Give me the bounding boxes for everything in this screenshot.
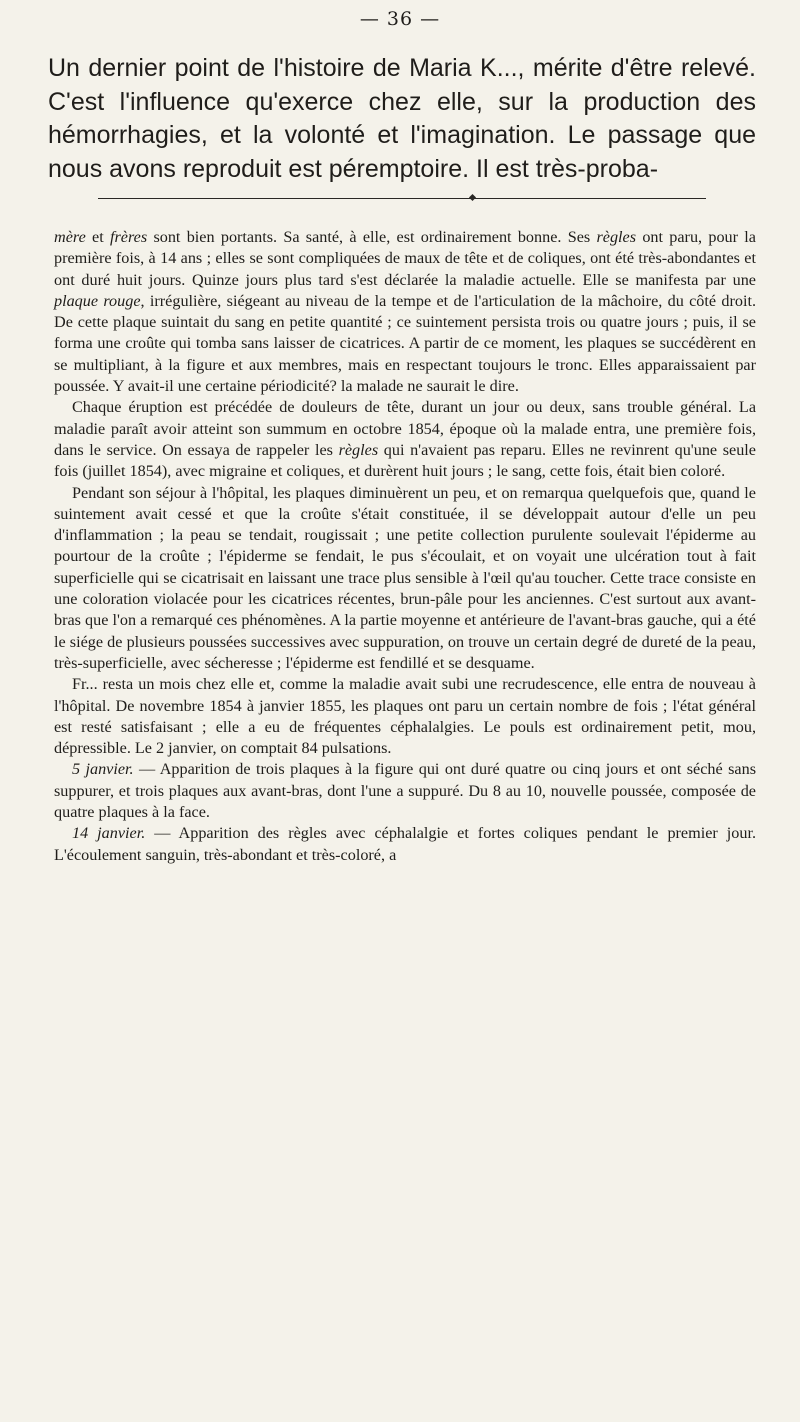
footnote-italic-regles: règles <box>338 440 379 459</box>
footnote-text: sont bien portants. Sa santé, à elle, est ordinairement bonne. Ses <box>147 228 597 246</box>
footnote-date: 5 janvier. <box>72 760 134 779</box>
footnote-italic-freres: frères <box>110 228 148 246</box>
footnote <box>54 227 756 866</box>
footnote-italic-mere: mère <box>54 228 86 246</box>
footnote-text: — Apparition des règles avec céphalalgie et fortes coliques pendant le premier jour. L'écoulement sanguin, très-abondant et très-coloré, a <box>54 824 756 864</box>
footnote-paragraph-4: Fr... resta un mois chez elle et, comme la maladie avait subi une recrudescence, elle entra de nouveau à l'hôpital. De novembre 1854 à janvier 1855, les plaques ont paru un certain nombre de fois ; l'état général est resté satisfaisant ; elle a eu de fréquentes céphalalgies. Le pouls est ordinairement petit, mou, dépressible. Le 2 janvier, on comptait 84 pulsations. <box>54 675 756 758</box>
footnote-text: Chaque éruption est précédée de douleurs de tête, durant un jour ou deux, sans trouble général. La maladie paraît avoir atteint son summum en octobre 1854, époque où la malade entra, une première fois, dans le service. On essaya de rappeler les <box>54 398 756 459</box>
footnote-text: et <box>85 228 110 246</box>
footnote-paragraph-2 <box>54 397 756 482</box>
main-paragraph: Un dernier point de l'histoire de Maria K..., mérite d'être relevé. C'est l'influence qu'exerce chez elle, sur la production des hémorrhagies, et la volonté et l'imagination. Le passage que nous avons reproduit est péremptoire. Il est très-proba- <box>48 54 756 183</box>
footnote-divider <box>98 198 706 199</box>
footnote-paragraph-3: Pendant son séjour à l'hôpital, les plaques diminuèrent un peu, et on remarqua quelquefois que, quand le suintement avait cessé et que la croûte s'était constituée, il se développait autour d'elle un peu d'inflammation ; la peau se tendait, rougissait ; une petite collection purulente soulevait l'épiderme au pourtour de la croûte ; l'épiderme se fendait, le pus s'écoulait, et on voyait une ulcération tout à fait superficielle qui se cicatrisait en laissant une trace plus sensible à l'œil qu'au toucher. Cette trace consiste en une coloration violacée pour les cicatrices récentes, brun-pâle pour les anciennes. C'est surtout aux avant-bras que l'on a remarqué ces phénomènes. A la partie moyenne et antérieure de l'avant-bras gauche, qui a été le siége de plusieurs poussées successives avec suppuration, on trouve un certain degré de dureté de la peau, très-superficielle, avec sécheresse ; l'épiderme est fendillé et se desquame. <box>54 483 756 672</box>
footnote-text: , irrégulière, siégeant au niveau de la tempe et de l'articulation de la mâchoire, du côté droit. De cette plaque suintait du sang en petite quantité ; ce suintement persista trois ou quatre jours ; puis, il se forma une croûte qui tomba sans laisser de cicatrices. A partir de ce moment, les plaques se succédèrent en se multipliant, à la figure et aux membres, mais en respectant toujours le tronc. Elles apparaissaient par poussée. Y avait-il une certaine périodicité? la malade ne saurait le dire. <box>54 291 756 396</box>
footnote-date: 14 janvier. <box>72 824 146 843</box>
footnote-paragraph-6 <box>54 823 756 866</box>
footnote-paragraph-5 <box>54 759 756 823</box>
main-text <box>48 52 756 186</box>
footnote-italic-regles: règles <box>596 228 637 246</box>
footnote-text: — Apparition de trois plaques à la figure qui ont duré quatre ou cinq jours et ont séché sans suppurer, et trois plaques aux avant-bras, dont l'une a suppuré. Du 8 au 10, nouvelle poussée, composée de quatre plaques à la face. <box>54 760 756 822</box>
footnote-text: ont paru, pour la première fois, à 14 ans ; elles se sont compliquées de maux de tête et de coliques, ont été très-abondantes et ont duré huit jours. Quinze jours plus tard s'est déclarée la maladie actuelle. Elle se manifesta par une <box>54 228 756 289</box>
footnote-paragraph-1 <box>54 227 756 397</box>
footnote-text: qui n'avaient pas reparu. Elles ne revinrent qu'une seule fois (juillet 1854), avec migraine et coliques, et durèrent huit jours ; le sang, cette fois, était bien coloré. <box>54 440 756 481</box>
footnote-italic-plaque: plaque rouge <box>54 291 141 310</box>
page-number: — 36 — <box>359 8 441 30</box>
